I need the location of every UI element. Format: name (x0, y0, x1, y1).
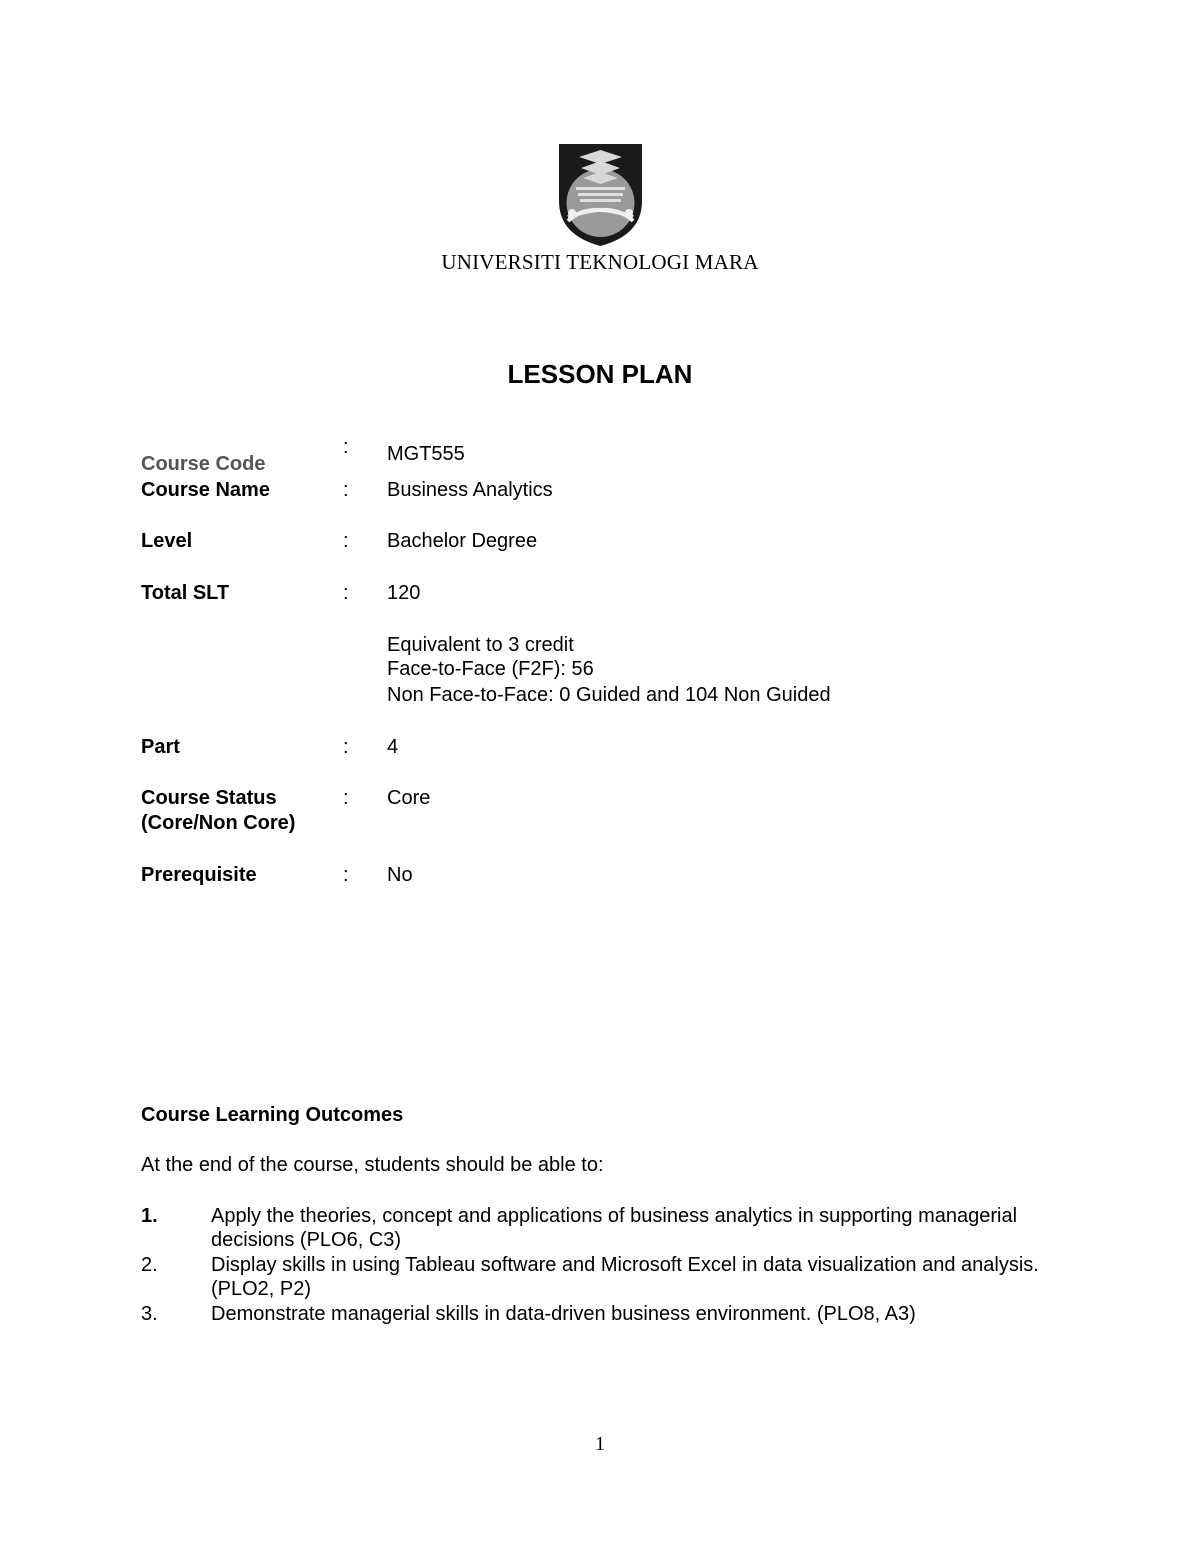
outcome-2-text: Display skills in using Tableau software and Microsoft Excel in data visualization and analysis. (PLO2, P2) (211, 1254, 1039, 1300)
total-slt-value: 120 (387, 582, 421, 604)
total-slt-detail-credit: Equivalent to 3 credit (387, 634, 574, 656)
level-label: Level (141, 530, 193, 552)
total-slt-detail-f2f: Face-to-Face (F2F): 56 (387, 658, 594, 680)
level-value: Bachelor Degree (387, 530, 538, 552)
document-title: LESSON PLAN (507, 359, 693, 389)
outcomes-intro: At the end of the course, students should be able to: (141, 1154, 604, 1176)
course-code-colon: : (343, 436, 349, 458)
part-label: Part (141, 736, 180, 758)
outcome-3-text: Demonstrate managerial skills in data-driven business environment. (PLO8, A3) (211, 1303, 916, 1325)
course-status-value: Core (387, 787, 431, 809)
outcome-3-number: 3. (141, 1303, 158, 1325)
university-name: UNIVERSITI TEKNOLOGI MARA (441, 250, 759, 274)
part-value: 4 (387, 736, 399, 758)
page-number: 1 (595, 1433, 605, 1455)
total-slt-label: Total SLT (141, 582, 230, 604)
course-name-colon: : (343, 479, 349, 501)
part-colon: : (343, 736, 349, 758)
course-code-value: MGT555 (387, 443, 465, 465)
prerequisite-value: No (387, 864, 413, 886)
outcome-2-number: 2. (141, 1254, 158, 1276)
course-name-label: Course Name (141, 479, 270, 501)
outcome-1-text: Apply the theories, concept and applications of business analytics in supporting managerial decisions (PLO6, C3) (211, 1205, 1018, 1251)
prerequisite-colon: : (343, 864, 349, 886)
prerequisite-label: Prerequisite (141, 864, 257, 886)
total-slt-colon: : (343, 582, 349, 604)
university-logo (558, 143, 643, 247)
course-status-label: Course Status (141, 787, 277, 809)
course-code-label: Course Code (141, 453, 266, 475)
course-status-sublabel: (Core/Non Core) (141, 812, 296, 834)
total-slt-detail-nf2f: Non Face-to-Face: 0 Guided and 104 Non Guided (387, 684, 831, 706)
outcome-1-number: 1. (141, 1205, 158, 1227)
outcomes-heading: Course Learning Outcomes (141, 1104, 404, 1126)
course-status-colon: : (343, 787, 349, 809)
course-name-value: Business Analytics (387, 479, 553, 501)
level-colon: : (343, 530, 349, 552)
